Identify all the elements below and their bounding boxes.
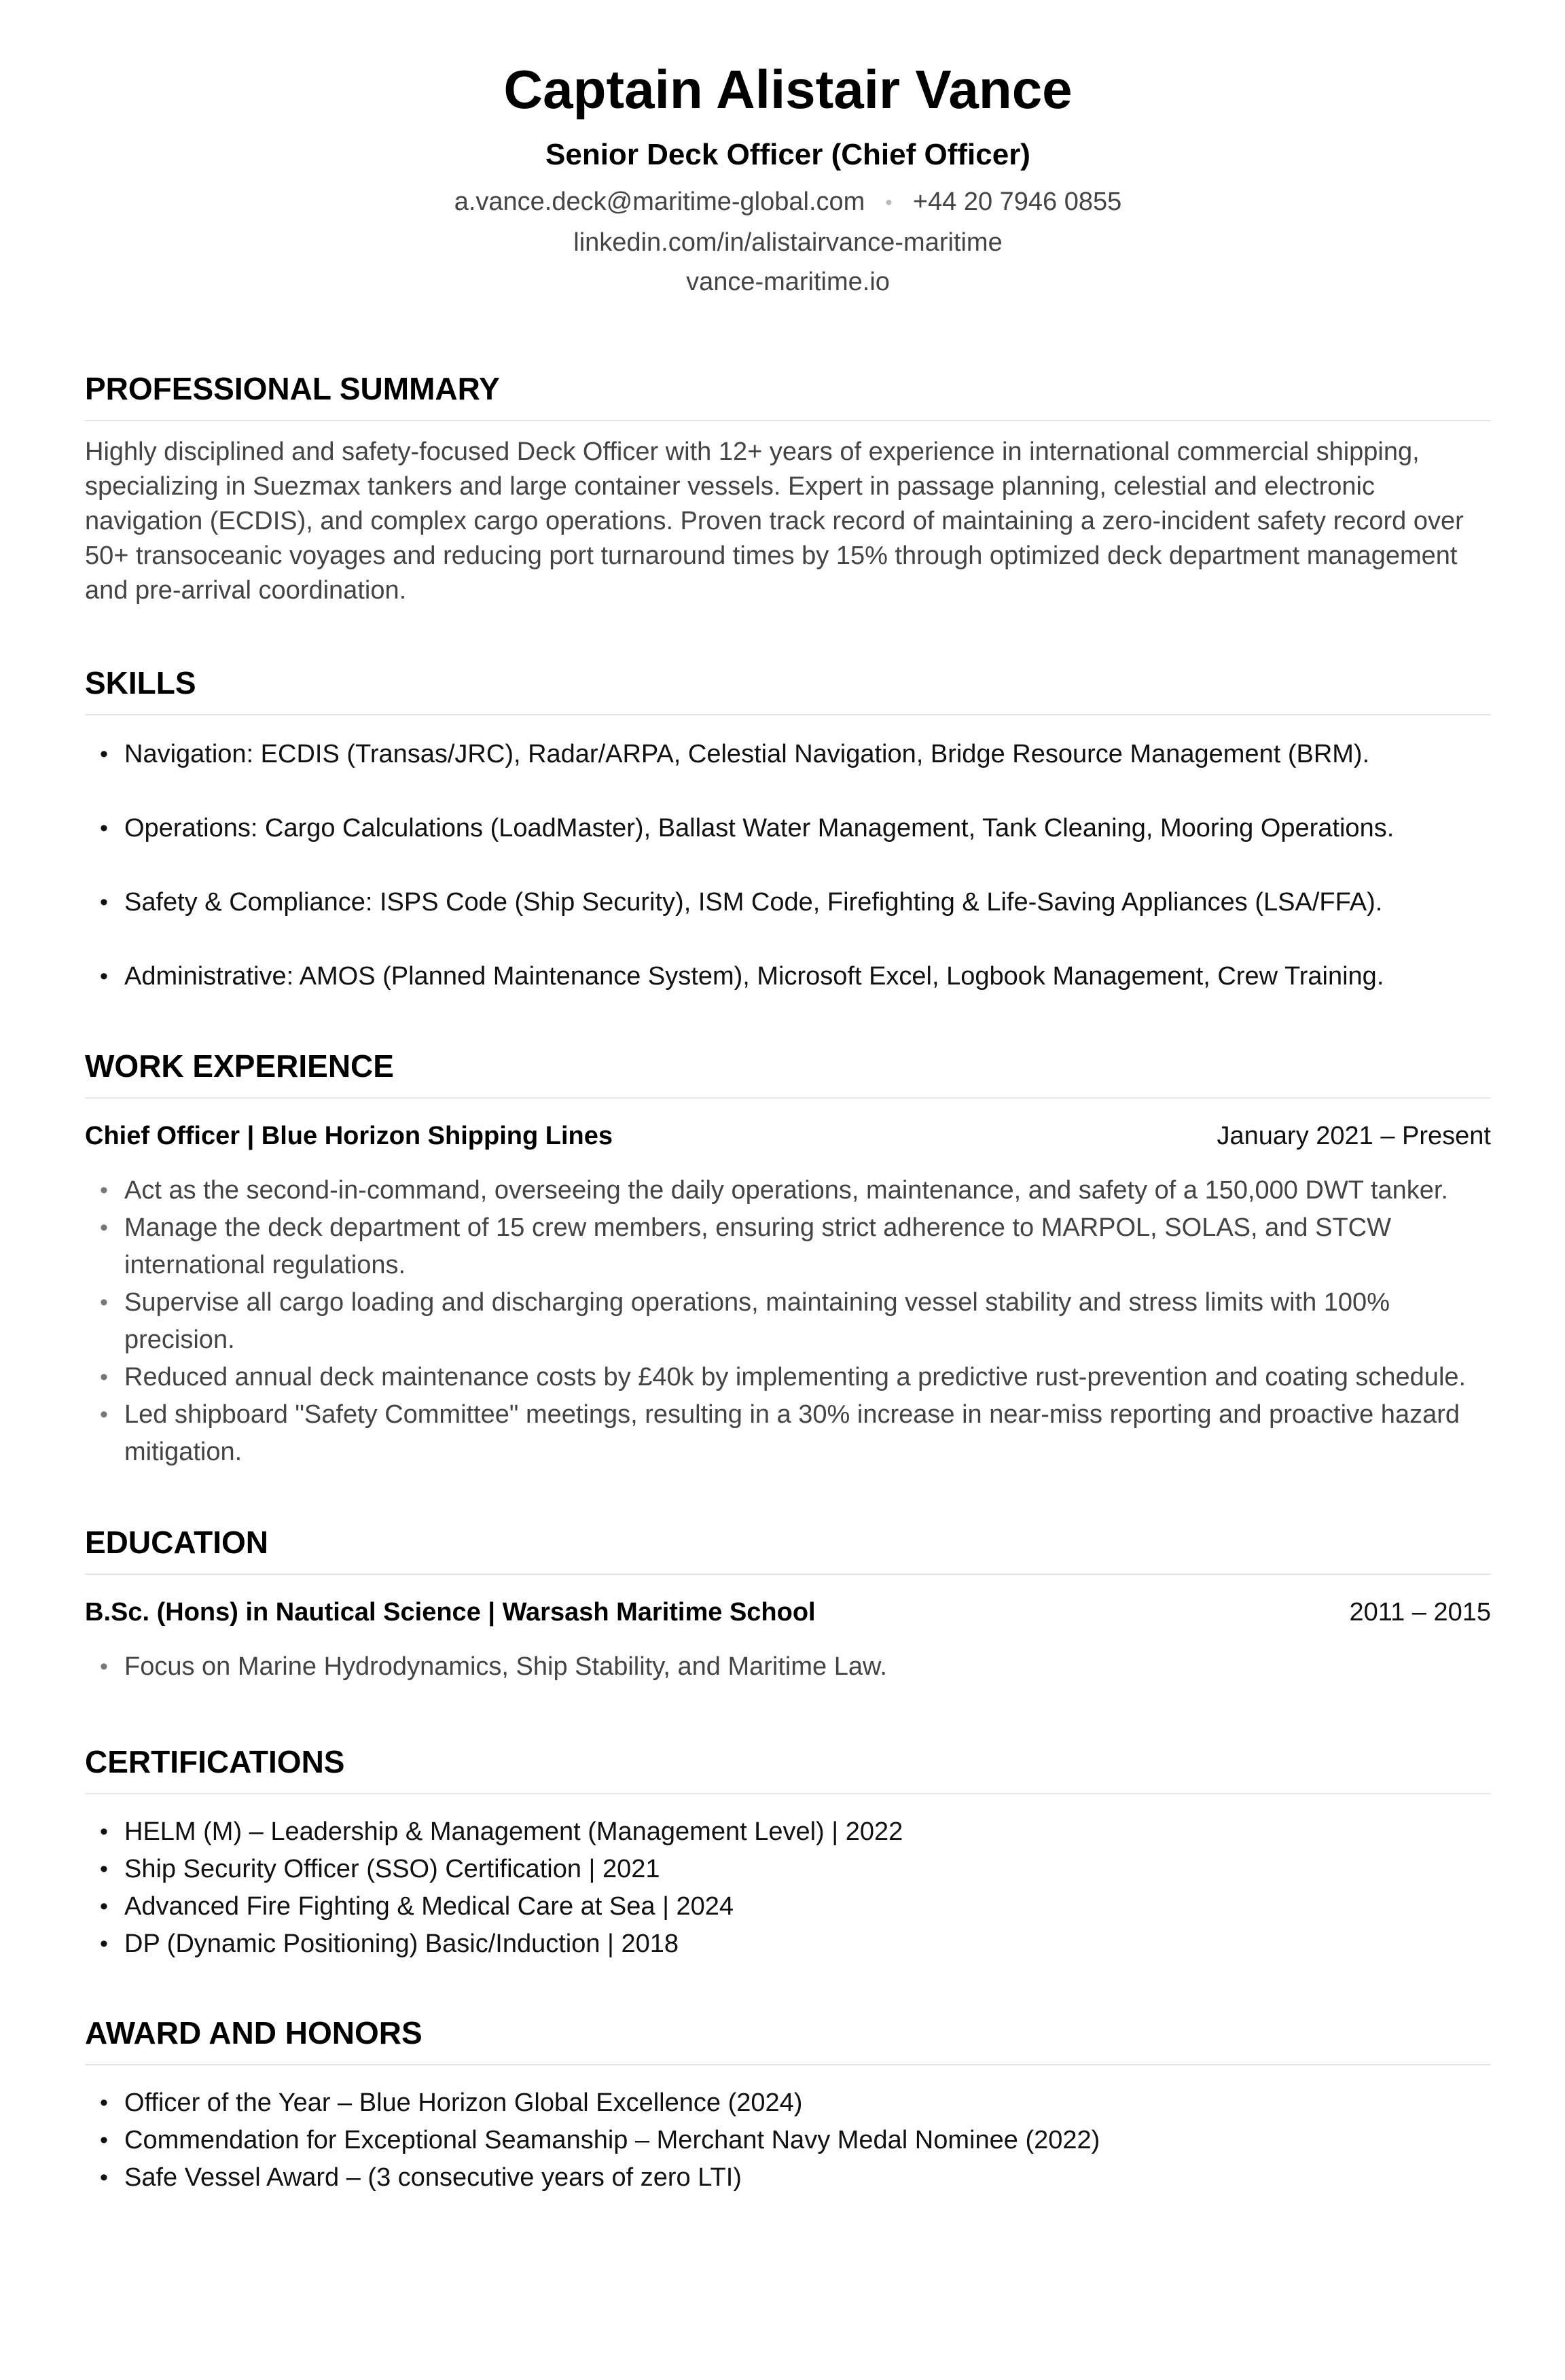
contact-line-1 xyxy=(85,182,1491,223)
education-dates: 2011 – 2015 xyxy=(1349,1598,1491,1627)
separator-dot: • xyxy=(885,191,893,214)
summary-text: Highly disciplined and safety-focused Deck Officer with 12+ years of experience in international commercial shipping, specializing in Suezmax tankers and large container vessels. Expert in passage planning, celestial and electronic navigation (ECDIS), and complex cargo operations. Proven track record of maintaining a zero-incident safety record over 50+ transoceanic voyages and reducing port turnaround times by 15% through optimized deck department management and pre-arrival coordination. xyxy=(85,438,1464,605)
list-item: • Officer of the Year – Blue Horizon Global Excellence (2024) xyxy=(85,2084,1491,2122)
skills-section xyxy=(85,664,1491,995)
list-item: • Commendation for Exceptional Seamanship – Merchant Navy Medal Nominee (2022) xyxy=(85,2122,1491,2159)
resume-page xyxy=(85,0,1491,2192)
summary-section xyxy=(85,370,1491,608)
list-item: • Navigation: ECDIS (Transas/JRC), Radar/ARPA, Celestial Navigation, Bridge Resource Management (BRM). xyxy=(85,736,1491,773)
linkedin-link[interactable]: linkedin.com/in/alistairvance-maritime xyxy=(573,228,1003,257)
list-item: • HELM (M) – Leadership & Management (Management Level) | 2022 xyxy=(85,1813,1491,1851)
certifications-list xyxy=(85,1813,1491,1963)
resume-header xyxy=(85,0,1491,302)
awards-heading: AWARD AND HONORS xyxy=(85,2014,1491,2065)
list-item: • Administrative: AMOS (Planned Maintenance System), Microsoft Excel, Logbook Management, Crew Training. xyxy=(85,958,1491,995)
education-section xyxy=(85,1523,1491,1686)
list-item: • Safe Vessel Award – (3 consecutive years of zero LTI) xyxy=(85,2159,1491,2197)
experience-bullets xyxy=(85,1172,1491,1471)
candidate-name: Captain Alistair Vance xyxy=(503,59,1073,120)
certifications-heading: CERTIFICATIONS xyxy=(85,1743,1491,1794)
skills-list xyxy=(85,736,1491,995)
awards-list xyxy=(85,2084,1491,2197)
email-link[interactable]: a.vance.deck@maritime-global.com xyxy=(454,188,865,216)
list-item: • Manage the deck department of 15 crew members, ensuring strict adherence to MARPOL, SOLAS, and STCW international regulations. xyxy=(85,1209,1491,1284)
list-item: • Act as the second-in-command, overseeing the daily operations, maintenance, and safety of a 150,000 DWT tanker. xyxy=(85,1172,1491,1209)
experience-heading: WORK EXPERIENCE xyxy=(85,1047,1491,1099)
education-heading: EDUCATION xyxy=(85,1523,1491,1575)
list-item: • Advanced Fire Fighting & Medical Care at Sea | 2024 xyxy=(85,1888,1491,1925)
list-item: • Led shipboard "Safety Committee" meetings, resulting in a 30% increase in near-miss reporting and proactive hazard mitigation. xyxy=(85,1396,1491,1471)
education-header xyxy=(85,1595,1491,1629)
summary-heading: PROFESSIONAL SUMMARY xyxy=(85,370,1491,421)
list-item: • Operations: Cargo Calculations (LoadMaster), Ballast Water Management, Tank Cleaning, Mooring Operations. xyxy=(85,810,1491,847)
awards-section xyxy=(85,2014,1491,2197)
list-item: • Reduced annual deck maintenance costs by £40k by implementing a predictive rust-prevention and coating schedule. xyxy=(85,1359,1491,1396)
list-item: • DP (Dynamic Positioning) Basic/Induction | 2018 xyxy=(85,1925,1491,1963)
list-item: • Focus on Marine Hydrodynamics, Ship Stability, and Maritime Law. xyxy=(85,1648,1491,1686)
job-dates: January 2021 – Present xyxy=(1217,1122,1491,1150)
certifications-section xyxy=(85,1743,1491,1963)
job-title: Chief Officer | Blue Horizon Shipping Lines xyxy=(85,1122,613,1150)
list-item: • Ship Security Officer (SSO) Certification | 2021 xyxy=(85,1851,1491,1888)
education-bullets xyxy=(85,1648,1491,1686)
skills-heading: SKILLS xyxy=(85,664,1491,715)
list-item: • Safety & Compliance: ISPS Code (Ship Security), ISM Code, Firefighting & Life-Saving Appliances (LSA/FFA). xyxy=(85,884,1491,921)
experience-section xyxy=(85,1047,1491,1471)
degree-title: B.Sc. (Hons) in Nautical Science | Warsash Maritime School xyxy=(85,1598,816,1627)
job-header xyxy=(85,1119,1491,1153)
candidate-role: Senior Deck Officer (Chief Officer) xyxy=(545,138,1030,171)
phone-number[interactable]: +44 20 7946 0855 xyxy=(912,188,1122,216)
website-link[interactable]: vance-maritime.io xyxy=(686,267,890,296)
contact-info xyxy=(85,182,1491,302)
list-item: • Supervise all cargo loading and discharging operations, maintaining vessel stability and stress limits with 100% precision. xyxy=(85,1284,1491,1359)
